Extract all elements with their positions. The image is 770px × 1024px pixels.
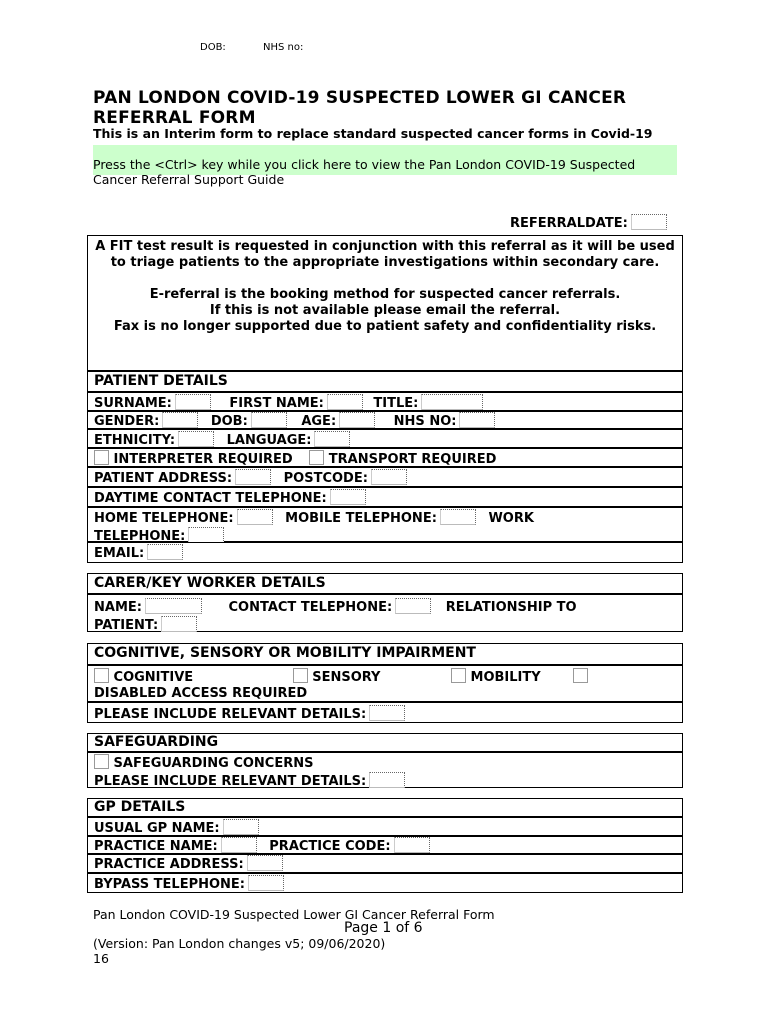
language-field[interactable] [314,431,350,447]
practice-code-label: PRACTICE CODE: [269,839,391,854]
safeguarding-checkbox[interactable] [94,754,109,769]
nhs-no-label: NHS NO: [393,414,457,429]
patient-name-row [87,392,683,411]
patient-details-heading: PATIENT DETAILS [87,371,683,392]
surname-field[interactable] [175,394,211,410]
patient-address-row [87,467,683,487]
patient-gender-row [87,411,683,429]
home-phone-field[interactable] [237,509,273,525]
address-label: PATIENT ADDRESS: [94,471,233,486]
mobile-phone-field[interactable] [440,509,476,525]
carer-row [87,594,683,632]
notice-box [87,235,683,371]
patient-daytime-row [87,487,683,507]
surname-label: SURNAME: [94,396,172,411]
dob-field[interactable] [251,412,287,428]
daytime-phone-label: DAYTIME CONTACT TELEPHONE: [94,491,327,506]
transport-checkbox[interactable] [309,450,324,465]
impairment-options-row [87,665,683,702]
bypass-phone-field[interactable] [248,875,284,891]
bypass-phone-label: BYPASS TELEPHONE: [94,877,246,892]
safeguarding-concerns-label: SAFEGUARDING CONCERNS [113,756,314,771]
practice-name-label: PRACTICE NAME: [94,839,218,854]
first-name-field[interactable] [327,394,363,410]
gender-label: GENDER: [94,414,160,429]
email-field[interactable] [147,544,183,560]
gp-practice-row [87,836,683,854]
postcode-field[interactable] [371,469,407,485]
interpreter-checkbox[interactable] [94,450,109,465]
header-dob-label: DOB: [200,42,226,53]
disabled-access-checkbox[interactable] [573,668,588,683]
age-label: AGE: [301,414,337,429]
carer-relationship-field[interactable] [161,616,197,632]
sensory-label: SENSORY [312,670,381,685]
ethnicity-label: ETHNICITY: [94,433,176,448]
footer-form-name: Pan London COVID-19 Suspected Lower GI Cancer Referral Form [93,907,495,922]
transport-label: TRANSPORT REQUIRED [328,452,497,467]
title-label: TITLE: [373,396,419,411]
patient-email-row [87,542,683,563]
referral-date [510,214,667,231]
email-label: EMAIL: [94,546,145,561]
first-name-label: FIRST NAME: [229,396,324,411]
notice-fit: A FIT test result is requested in conjunction with this referral as it will be used to triage patients to the appropriate investigations within secondary care. [95,239,675,270]
patient-requirements-row [87,448,683,467]
home-phone-label: HOME TELEPHONE: [94,511,234,526]
safeguarding-details-label: PLEASE INCLUDE RELEVANT DETAILS: [94,774,367,789]
ethnicity-field[interactable] [178,431,214,447]
practice-name-field[interactable] [221,837,257,853]
support-guide-link[interactable]: Press the <Ctrl> key while you click here to view the Pan London COVID-19 Suspected Cancer Referral Support Guide [93,157,636,187]
practice-code-field[interactable] [394,837,430,853]
usual-gp-field[interactable] [223,819,259,835]
daytime-phone-field[interactable] [330,489,366,505]
carer-relationship-label: RELATIONSHIP TO [445,600,577,615]
safeguarding-heading: SAFEGUARDING [87,733,683,752]
impairment-heading: COGNITIVE, SENSORY OR MOBILITY IMPAIRMENT [87,643,683,665]
interpreter-label: INTERPRETER REQUIRED [113,452,293,467]
carer-name-label: NAME: [94,600,142,615]
work-telephone-label: TELEPHONE: [94,529,186,544]
age-field[interactable] [339,412,375,428]
footer-number: 16 [93,951,109,966]
dob-label: DOB: [210,414,248,429]
gp-address-row [87,854,683,873]
form-subtitle: This is an Interim form to replace standard suspected cancer forms in Covid-19 [93,126,653,141]
cognitive-checkbox[interactable] [94,668,109,683]
gp-bypass-row [87,873,683,893]
gp-usual-row [87,817,683,836]
mobility-label: MOBILITY [470,670,541,685]
impairment-details-row [87,702,683,723]
address-field[interactable] [235,469,271,485]
sensory-checkbox[interactable] [293,668,308,683]
header-nhs-label: NHS no: [263,42,304,53]
safeguarding-row [87,752,683,788]
patient-phones-row [87,507,683,542]
notice-email: If this is not available please email the referral. [209,303,561,318]
disabled-access-label: DISABLED ACCESS REQUIRED [94,686,308,701]
notice-fax: Fax is no longer supported due to patient safety and confidentiality risks. [113,319,657,334]
postcode-label: POSTCODE: [283,471,368,486]
carer-phone-field[interactable] [395,598,431,614]
cognitive-label: COGNITIVE [113,670,194,685]
footer-page-number: Page 1 of 6 [344,920,423,936]
referral-date-label: REFERRALDATE: [510,216,628,231]
patient-ethnicity-row [87,429,683,448]
language-label: LANGUAGE: [226,433,312,448]
nhs-no-field[interactable] [459,412,495,428]
carer-patient-label: PATIENT: [94,618,159,633]
carer-heading: CARER/KEY WORKER DETAILS [87,573,683,594]
gender-field[interactable] [162,412,198,428]
impairment-details-label: PLEASE INCLUDE RELEVANT DETAILS: [94,707,367,722]
work-label: WORK [488,511,534,526]
gp-heading: GP DETAILS [87,798,683,817]
impairment-details-field[interactable] [369,705,405,721]
title-field[interactable] [421,394,483,410]
carer-name-field[interactable] [145,598,202,614]
mobility-checkbox[interactable] [451,668,466,683]
usual-gp-label: USUAL GP NAME: [94,821,220,836]
practice-address-field[interactable] [247,855,283,871]
referral-date-field[interactable] [631,214,667,230]
work-telephone-field[interactable] [188,527,224,543]
notice-ereferral: E-referral is the booking method for suspected cancer referrals. [149,287,621,302]
safeguarding-details-field[interactable] [369,772,405,788]
mobile-phone-label: MOBILE TELEPHONE: [285,511,437,526]
form-title: PAN LONDON COVID-19 SUSPECTED LOWER GI CANCER REFERRAL FORM [93,88,627,128]
carer-phone-label: CONTACT TELEPHONE: [228,600,393,615]
practice-address-label: PRACTICE ADDRESS: [94,857,244,872]
footer-version: (Version: Pan London changes v5; 09/06/2020) [93,936,386,951]
